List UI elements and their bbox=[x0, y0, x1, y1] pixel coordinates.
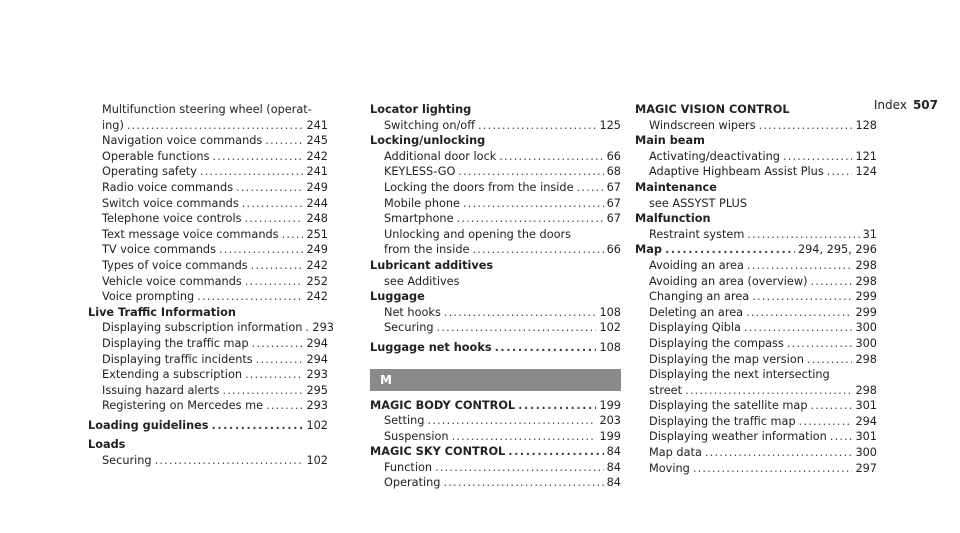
dot-leader bbox=[747, 227, 859, 243]
letter-section-header: M bbox=[370, 369, 621, 391]
entry-text: see Additives bbox=[384, 274, 460, 288]
index-subentry[interactable] bbox=[370, 211, 621, 227]
index-subentry[interactable] bbox=[88, 180, 328, 196]
header-title: Index bbox=[873, 98, 907, 112]
entry-text: Switch voice commands bbox=[102, 196, 239, 210]
index-subentry[interactable] bbox=[370, 413, 621, 429]
index-subentry bbox=[88, 102, 328, 118]
entry-text: Displaying Qibla bbox=[649, 321, 741, 335]
entry-text: Setting bbox=[384, 414, 425, 428]
index-subentry bbox=[370, 227, 621, 243]
dot-leader bbox=[200, 164, 304, 180]
index-subentry[interactable] bbox=[635, 289, 877, 305]
page-number: 507 bbox=[912, 98, 938, 112]
entry-text: Malfunction bbox=[635, 212, 711, 226]
page-reference[interactable]: 242 bbox=[306, 290, 328, 304]
page-reference[interactable]: 299 bbox=[855, 290, 877, 304]
entry-text: Main beam bbox=[635, 134, 705, 148]
page-reference[interactable]: 294 bbox=[306, 336, 328, 350]
index-subentry[interactable] bbox=[88, 242, 328, 258]
index-subentry[interactable] bbox=[88, 383, 328, 399]
entry-text: Map bbox=[635, 243, 662, 257]
entry-text: Displaying weather information bbox=[649, 430, 827, 444]
entry-text: Displaying the map version bbox=[649, 352, 804, 366]
dot-leader bbox=[693, 461, 853, 477]
dot-leader bbox=[437, 320, 597, 336]
entry-text: Additional door lock bbox=[384, 149, 497, 163]
dot-leader bbox=[251, 258, 304, 274]
index-subentry[interactable] bbox=[635, 445, 877, 461]
page-reference[interactable]: 245 bbox=[306, 134, 328, 148]
entry-text: Types of voice commands bbox=[102, 258, 248, 272]
entry-text: Operable functions bbox=[102, 149, 210, 163]
dot-leader bbox=[478, 118, 596, 134]
index-subentry[interactable] bbox=[635, 149, 877, 165]
index-subentry[interactable] bbox=[88, 258, 328, 274]
page-reference[interactable]: 293 bbox=[306, 399, 328, 413]
entry-text: Displaying the next intersecting bbox=[649, 368, 830, 382]
dot-leader bbox=[458, 164, 603, 180]
page-reference[interactable]: 108 bbox=[599, 305, 621, 319]
dot-leader bbox=[252, 336, 304, 352]
dot-leader bbox=[212, 418, 304, 434]
entry-text: MAGIC VISION CONTROL bbox=[635, 103, 790, 116]
page-reference[interactable]: 251 bbox=[306, 227, 328, 241]
entry-text: Unlocking and opening the doors bbox=[384, 227, 572, 241]
entry-text: Displaying the compass bbox=[649, 336, 784, 350]
dot-leader bbox=[219, 242, 303, 258]
entry-text: Navigation voice commands bbox=[102, 134, 263, 148]
index-column-3 bbox=[635, 102, 877, 476]
page-reference[interactable]: 242 bbox=[306, 258, 328, 272]
dot-leader bbox=[508, 444, 603, 460]
dot-leader bbox=[747, 258, 853, 274]
entry-text: Securing bbox=[102, 454, 152, 468]
dot-leader bbox=[444, 305, 597, 321]
entry-text: Avoiding an area bbox=[649, 258, 744, 272]
entry-text: Telephone voice controls bbox=[102, 212, 242, 226]
dot-leader bbox=[305, 320, 309, 336]
dot-leader bbox=[222, 383, 303, 399]
index-subentry bbox=[635, 367, 877, 383]
entry-text: Loads bbox=[88, 438, 126, 452]
dot-leader bbox=[197, 289, 303, 305]
index-subentry[interactable] bbox=[635, 164, 877, 180]
page-reference[interactable]: 199 bbox=[599, 429, 621, 443]
entry-text: Securing bbox=[384, 321, 434, 335]
entry-text: Locking the doors from the inside bbox=[384, 180, 574, 194]
dot-leader bbox=[155, 453, 304, 469]
dot-leader bbox=[705, 445, 853, 461]
index-heading bbox=[370, 258, 621, 274]
index-subentry[interactable] bbox=[370, 242, 621, 258]
dot-leader bbox=[266, 398, 303, 414]
entry-text: Voice prompting bbox=[102, 290, 195, 304]
index-heading bbox=[370, 133, 621, 149]
index-subentry[interactable] bbox=[635, 336, 877, 352]
page-reference[interactable]: 102 bbox=[306, 418, 328, 432]
dot-leader bbox=[518, 398, 596, 414]
page-reference[interactable]: 102 bbox=[306, 454, 328, 468]
entry-text: Registering on Mercedes me bbox=[102, 399, 264, 413]
index-heading[interactable] bbox=[88, 418, 328, 434]
index-subentry[interactable] bbox=[635, 274, 877, 290]
page-reference[interactable]: 67 bbox=[606, 180, 621, 194]
dot-leader bbox=[665, 242, 795, 258]
page-reference[interactable]: 298 bbox=[855, 258, 877, 272]
entry-text: Windscreen wipers bbox=[649, 118, 756, 132]
entry-text: KEYLESS-GO bbox=[384, 165, 456, 179]
entry-text: Displaying subscription information bbox=[102, 321, 303, 335]
index-subentry[interactable] bbox=[370, 196, 621, 212]
entry-text: Switching on/off bbox=[384, 118, 475, 132]
index-subentry[interactable] bbox=[635, 398, 877, 414]
index-heading bbox=[635, 133, 877, 149]
page-reference[interactable]: 300 bbox=[855, 446, 877, 460]
dot-leader bbox=[495, 340, 597, 356]
index-subentry[interactable] bbox=[370, 429, 621, 445]
entry-text: Radio voice commands bbox=[102, 180, 234, 194]
dot-leader bbox=[256, 352, 304, 368]
dot-leader bbox=[746, 305, 852, 321]
entry-text: Extending a subscription bbox=[102, 368, 243, 382]
page-reference[interactable]: 294, 295, 296 bbox=[797, 243, 877, 257]
index-subentry[interactable] bbox=[370, 149, 621, 165]
entry-text: Operating safety bbox=[102, 165, 197, 179]
index-subentry[interactable] bbox=[88, 133, 328, 149]
dot-leader bbox=[236, 180, 303, 196]
index-subentry[interactable] bbox=[635, 461, 877, 477]
page-reference[interactable]: 297 bbox=[855, 461, 877, 475]
index-subentry[interactable] bbox=[635, 320, 877, 336]
index-column-1 bbox=[88, 102, 334, 469]
page-reference[interactable]: 294 bbox=[306, 352, 328, 366]
index-subentry[interactable] bbox=[635, 305, 877, 321]
index-heading bbox=[635, 180, 877, 196]
dot-leader bbox=[685, 383, 852, 399]
index-subentry[interactable] bbox=[635, 118, 877, 134]
index-heading[interactable] bbox=[370, 340, 621, 356]
entry-text: from the inside bbox=[384, 243, 470, 257]
entry-text: Operating bbox=[384, 476, 441, 490]
page-reference[interactable]: 300 bbox=[855, 321, 877, 335]
entry-text: Changing an area bbox=[649, 290, 750, 304]
entry-text: Vehicle voice commands bbox=[102, 274, 242, 288]
entry-text: Loading guidelines bbox=[88, 418, 209, 432]
index-subentry bbox=[370, 274, 621, 290]
dot-leader bbox=[435, 460, 604, 476]
entry-text: Smartphone bbox=[384, 212, 454, 226]
entry-text: street bbox=[649, 383, 683, 397]
entry-text: Displaying the satellite map bbox=[649, 399, 808, 413]
page-reference[interactable]: 301 bbox=[855, 399, 877, 413]
entry-text: Deleting an area bbox=[649, 305, 744, 319]
entry-text: Luggage net hooks bbox=[370, 340, 492, 354]
page-reference[interactable]: 241 bbox=[306, 118, 328, 132]
page-reference[interactable]: 199 bbox=[599, 398, 621, 412]
page-reference[interactable]: 67 bbox=[606, 196, 621, 210]
index-heading bbox=[88, 437, 328, 453]
index-subentry[interactable] bbox=[635, 352, 877, 368]
page-reference[interactable]: 298 bbox=[855, 352, 877, 366]
page-reference[interactable]: 121 bbox=[855, 149, 877, 163]
page-reference[interactable]: 293 bbox=[306, 368, 328, 382]
index-heading bbox=[370, 102, 621, 118]
index-subentry[interactable] bbox=[370, 305, 621, 321]
index-heading[interactable] bbox=[370, 444, 621, 460]
index-heading[interactable] bbox=[635, 242, 877, 258]
index-subentry[interactable] bbox=[88, 320, 334, 336]
entry-text: see ASSYST PLUS bbox=[649, 196, 747, 210]
page-reference[interactable]: 294 bbox=[855, 414, 877, 428]
page-reference[interactable]: 108 bbox=[599, 340, 621, 354]
index-subentry[interactable] bbox=[635, 414, 877, 430]
index-subentry[interactable] bbox=[635, 258, 877, 274]
page-reference[interactable]: 249 bbox=[306, 243, 328, 257]
entry-text: Map data bbox=[649, 446, 702, 460]
dot-leader bbox=[212, 149, 303, 165]
dot-leader bbox=[443, 475, 603, 491]
page-reference[interactable]: 128 bbox=[855, 118, 877, 132]
entry-text: Avoiding an area (overview) bbox=[649, 274, 808, 288]
page-reference[interactable]: 248 bbox=[306, 212, 328, 226]
page-reference[interactable]: 249 bbox=[306, 180, 328, 194]
entry-text: Maintenance bbox=[635, 180, 717, 194]
page-reference[interactable]: 67 bbox=[606, 212, 621, 226]
page-reference[interactable]: 66 bbox=[606, 149, 621, 163]
dot-leader bbox=[759, 118, 853, 134]
dot-leader bbox=[242, 196, 304, 212]
entry-text: Mobile phone bbox=[384, 196, 461, 210]
index-subentry[interactable] bbox=[370, 118, 621, 134]
index-subentry[interactable] bbox=[88, 211, 328, 227]
index-m-entries bbox=[370, 398, 621, 492]
entry-text: Restraint system bbox=[649, 227, 745, 241]
dot-leader bbox=[265, 133, 303, 149]
dot-leader bbox=[827, 164, 853, 180]
page-reference[interactable]: 66 bbox=[606, 243, 621, 257]
dot-leader bbox=[282, 227, 304, 243]
index-column-2 bbox=[370, 102, 621, 491]
index-subentry[interactable] bbox=[88, 118, 328, 134]
index-subentry[interactable] bbox=[88, 227, 328, 243]
page-reference[interactable]: 301 bbox=[855, 430, 877, 444]
entry-text: Displaying traffic incidents bbox=[102, 352, 253, 366]
entry-text: Locking/unlocking bbox=[370, 134, 486, 148]
index-subentry[interactable] bbox=[370, 460, 621, 476]
index-subentry[interactable] bbox=[88, 367, 328, 383]
index-subentry[interactable] bbox=[370, 320, 621, 336]
entry-text: ing) bbox=[102, 118, 124, 132]
entry-text: Text message voice commands bbox=[102, 227, 279, 241]
index-subentry[interactable] bbox=[88, 336, 328, 352]
index-heading bbox=[635, 211, 877, 227]
page-reference[interactable]: 203 bbox=[599, 414, 621, 428]
index-subentry[interactable] bbox=[88, 149, 328, 165]
entry-text: Multifunction steering wheel (operat- bbox=[102, 103, 312, 116]
dot-leader bbox=[457, 211, 604, 227]
page-reference[interactable]: 124 bbox=[855, 165, 877, 179]
page-reference[interactable]: 298 bbox=[855, 383, 877, 397]
dot-leader bbox=[245, 274, 304, 290]
entry-text: TV voice commands bbox=[102, 243, 216, 257]
index-subentry bbox=[635, 196, 877, 212]
index-l-entries bbox=[370, 102, 621, 356]
entry-text: Locator lighting bbox=[370, 103, 472, 116]
entry-text: Luggage bbox=[370, 290, 425, 304]
dot-leader bbox=[127, 118, 304, 134]
entry-text: Function bbox=[384, 460, 433, 474]
dot-leader bbox=[783, 149, 852, 165]
entry-text: Lubricant additives bbox=[370, 258, 494, 272]
index-subentry[interactable] bbox=[88, 398, 328, 414]
dot-leader bbox=[807, 352, 853, 368]
index-subentry[interactable] bbox=[370, 180, 621, 196]
page-reference[interactable]: 125 bbox=[599, 118, 621, 132]
page-reference[interactable]: 242 bbox=[306, 149, 328, 163]
page-reference[interactable]: 102 bbox=[599, 321, 621, 335]
page-reference[interactable]: 299 bbox=[855, 305, 877, 319]
page-reference[interactable]: 293 bbox=[312, 321, 334, 335]
dot-leader bbox=[787, 336, 853, 352]
entry-text: Moving bbox=[649, 461, 690, 475]
index-subentry[interactable] bbox=[635, 429, 877, 445]
dot-leader bbox=[811, 274, 853, 290]
entry-text: Displaying the traffic map bbox=[649, 414, 796, 428]
entry-text: MAGIC SKY CONTROL bbox=[370, 445, 506, 459]
index-subentry[interactable] bbox=[635, 227, 877, 243]
dot-leader bbox=[245, 211, 304, 227]
page-reference[interactable]: 68 bbox=[606, 165, 621, 179]
index-subentry[interactable] bbox=[88, 453, 328, 469]
page-reference[interactable]: 300 bbox=[855, 336, 877, 350]
dot-leader bbox=[830, 429, 853, 445]
page-reference[interactable]: 84 bbox=[606, 445, 621, 459]
dot-leader bbox=[472, 242, 603, 258]
dot-leader bbox=[452, 429, 597, 445]
dot-leader bbox=[499, 149, 603, 165]
page-reference[interactable]: 241 bbox=[306, 165, 328, 179]
index-subentry[interactable] bbox=[88, 164, 328, 180]
page-reference[interactable]: 84 bbox=[606, 460, 621, 474]
entry-text: Issuing hazard alerts bbox=[102, 383, 220, 397]
index-subentry[interactable] bbox=[88, 289, 328, 305]
dot-leader bbox=[245, 367, 303, 383]
index-heading bbox=[635, 102, 877, 118]
page-reference[interactable]: 244 bbox=[306, 196, 328, 210]
index-subentry[interactable] bbox=[88, 196, 328, 212]
index-subentry[interactable] bbox=[370, 164, 621, 180]
entry-text: Activating/deactivating bbox=[649, 149, 780, 163]
entry-text: MAGIC BODY CONTROL bbox=[370, 398, 516, 412]
page-header bbox=[874, 98, 938, 112]
dot-leader bbox=[811, 398, 853, 414]
entry-text: Suspension bbox=[384, 429, 449, 443]
entry-text: Adaptive Highbeam Assist Plus bbox=[649, 165, 824, 179]
page-reference[interactable]: 84 bbox=[606, 476, 621, 490]
index-heading bbox=[370, 289, 621, 305]
entry-text: Live Traffic Information bbox=[88, 305, 236, 319]
dot-leader bbox=[799, 414, 853, 430]
dot-leader bbox=[752, 289, 852, 305]
index-subentry[interactable] bbox=[88, 274, 328, 290]
index-subentry[interactable] bbox=[635, 383, 877, 399]
dot-leader bbox=[744, 320, 852, 336]
index-subentry[interactable] bbox=[88, 352, 328, 368]
index-heading bbox=[88, 305, 328, 321]
page-reference[interactable]: 252 bbox=[306, 274, 328, 288]
dot-leader bbox=[463, 196, 604, 212]
entry-text: Net hooks bbox=[384, 305, 441, 319]
page-reference[interactable]: 295 bbox=[306, 383, 328, 397]
index-heading[interactable] bbox=[370, 398, 621, 414]
dot-leader bbox=[577, 180, 604, 196]
index-subentry[interactable] bbox=[370, 475, 621, 491]
page-reference[interactable]: 298 bbox=[855, 274, 877, 288]
dot-leader bbox=[427, 413, 596, 429]
page-reference[interactable]: 31 bbox=[862, 227, 877, 241]
entry-text: Displaying the traffic map bbox=[102, 336, 249, 350]
